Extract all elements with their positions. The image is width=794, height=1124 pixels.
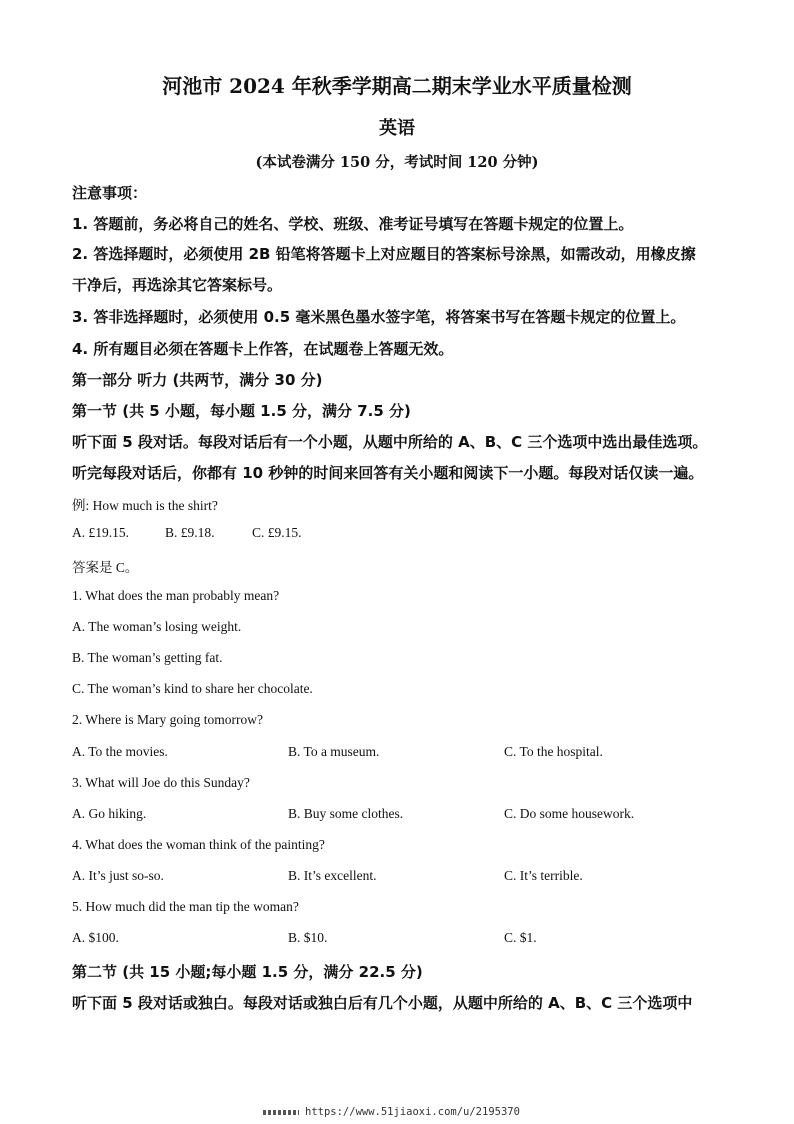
watermark-logo-icon bbox=[263, 1110, 299, 1115]
section1-instruction-line-2: 听完每段对话后，你都有 10 秒钟的时间来回答有关小题和阅读下一小题。每段对话仅读一遍。 bbox=[72, 464, 704, 482]
footer bbox=[263, 1106, 520, 1118]
part1-heading: 第一部分 听力 (共两节，满分 30 分) bbox=[72, 371, 323, 389]
question-4-option-a: A. It’s just so-so. bbox=[72, 868, 164, 883]
section2-instruction-line-1: 听下面 5 段对话或独白。每段对话或独白后有几个小题，从题中所给的 A、B、C 三个选项中 bbox=[72, 994, 693, 1012]
subject-title: 英语 bbox=[379, 118, 415, 139]
example-answer: 答案是 C。 bbox=[72, 560, 139, 575]
section1-heading: 第一节 (共 5 小题，每小题 1.5 分，满分 7.5 分) bbox=[72, 402, 411, 420]
question-2-option-a: A. To the movies. bbox=[72, 744, 168, 759]
note-item-1: 1. 答题前，务必将自己的姓名、学校、班级、准考证号填写在答题卡规定的位置上。 bbox=[72, 215, 634, 233]
question-5-option-b: B. $10. bbox=[288, 930, 328, 945]
question-3-option-a: A. Go hiking. bbox=[72, 806, 147, 821]
note-item-2-line-1: 2. 答选择题时，必须使用 2B 铅笔将答题卡上对应题目的答案标号涂黑，如需改动，用橡皮擦 bbox=[72, 245, 696, 263]
section2-heading: 第二节 (共 15 小题;每小题 1.5 分，满分 22.5 分) bbox=[72, 963, 423, 981]
question-3-option-c: C. Do some housework. bbox=[504, 806, 635, 821]
question-4-stem: 4. What does the woman think of the painting? bbox=[72, 837, 325, 852]
question-4-option-b: B. It’s excellent. bbox=[288, 868, 377, 883]
note-item-3: 3. 答非选择题时，必须使用 0.5 毫米黑色墨水签字笔，将答案书写在答题卡规定的位置上。 bbox=[72, 308, 686, 326]
question-4-option-c: C. It’s terrible. bbox=[504, 868, 583, 883]
note-item-2-line-2: 干净后，再选涂其它答案标号。 bbox=[72, 276, 283, 294]
question-1-option-c: C. The woman’s kind to share her chocolate. bbox=[72, 681, 313, 696]
question-1-option-a: A. The woman’s losing weight. bbox=[72, 619, 242, 634]
notes-heading: 注意事项： bbox=[72, 184, 148, 202]
exam-subtitle: (本试卷满分 150 分，考试时间 120 分钟) bbox=[255, 154, 539, 171]
section1-instruction-line-1: 听下面 5 段对话。每段对话后有一个小题，从题中所给的 A、B、C 三个选项中选出最佳选项。 bbox=[72, 433, 708, 451]
question-1-option-b: B. The woman’s getting fat. bbox=[72, 650, 223, 665]
question-5-option-c: C. $1. bbox=[504, 930, 537, 945]
question-1-stem: 1. What does the man probably mean? bbox=[72, 588, 280, 603]
question-2-option-c: C. To the hospital. bbox=[504, 744, 603, 759]
question-3-option-b: B. Buy some clothes. bbox=[288, 806, 404, 821]
example-option-a: A. £19.15. bbox=[72, 525, 129, 540]
question-5-option-a: A. $100. bbox=[72, 930, 119, 945]
question-5-stem: 5. How much did the man tip the woman? bbox=[72, 899, 299, 914]
example-option-c: C. £9.15. bbox=[252, 525, 302, 540]
footer-url[interactable]: https://www.51jiaoxi.com/u/2195370 bbox=[305, 1106, 520, 1118]
question-2-option-b: B. To a museum. bbox=[288, 744, 380, 759]
example-question: 例: How much is the shirt? bbox=[72, 498, 218, 513]
question-2-stem: 2. Where is Mary going tomorrow? bbox=[72, 712, 263, 727]
question-3-stem: 3. What will Joe do this Sunday? bbox=[72, 775, 250, 790]
note-item-4: 4. 所有题目必须在答题卡上作答，在试题卷上答题无效。 bbox=[72, 340, 454, 358]
example-option-b: B. £9.18. bbox=[165, 525, 215, 540]
exam-title: 河池市 2024 年秋季学期高二期末学业水平质量检测 bbox=[162, 74, 632, 98]
